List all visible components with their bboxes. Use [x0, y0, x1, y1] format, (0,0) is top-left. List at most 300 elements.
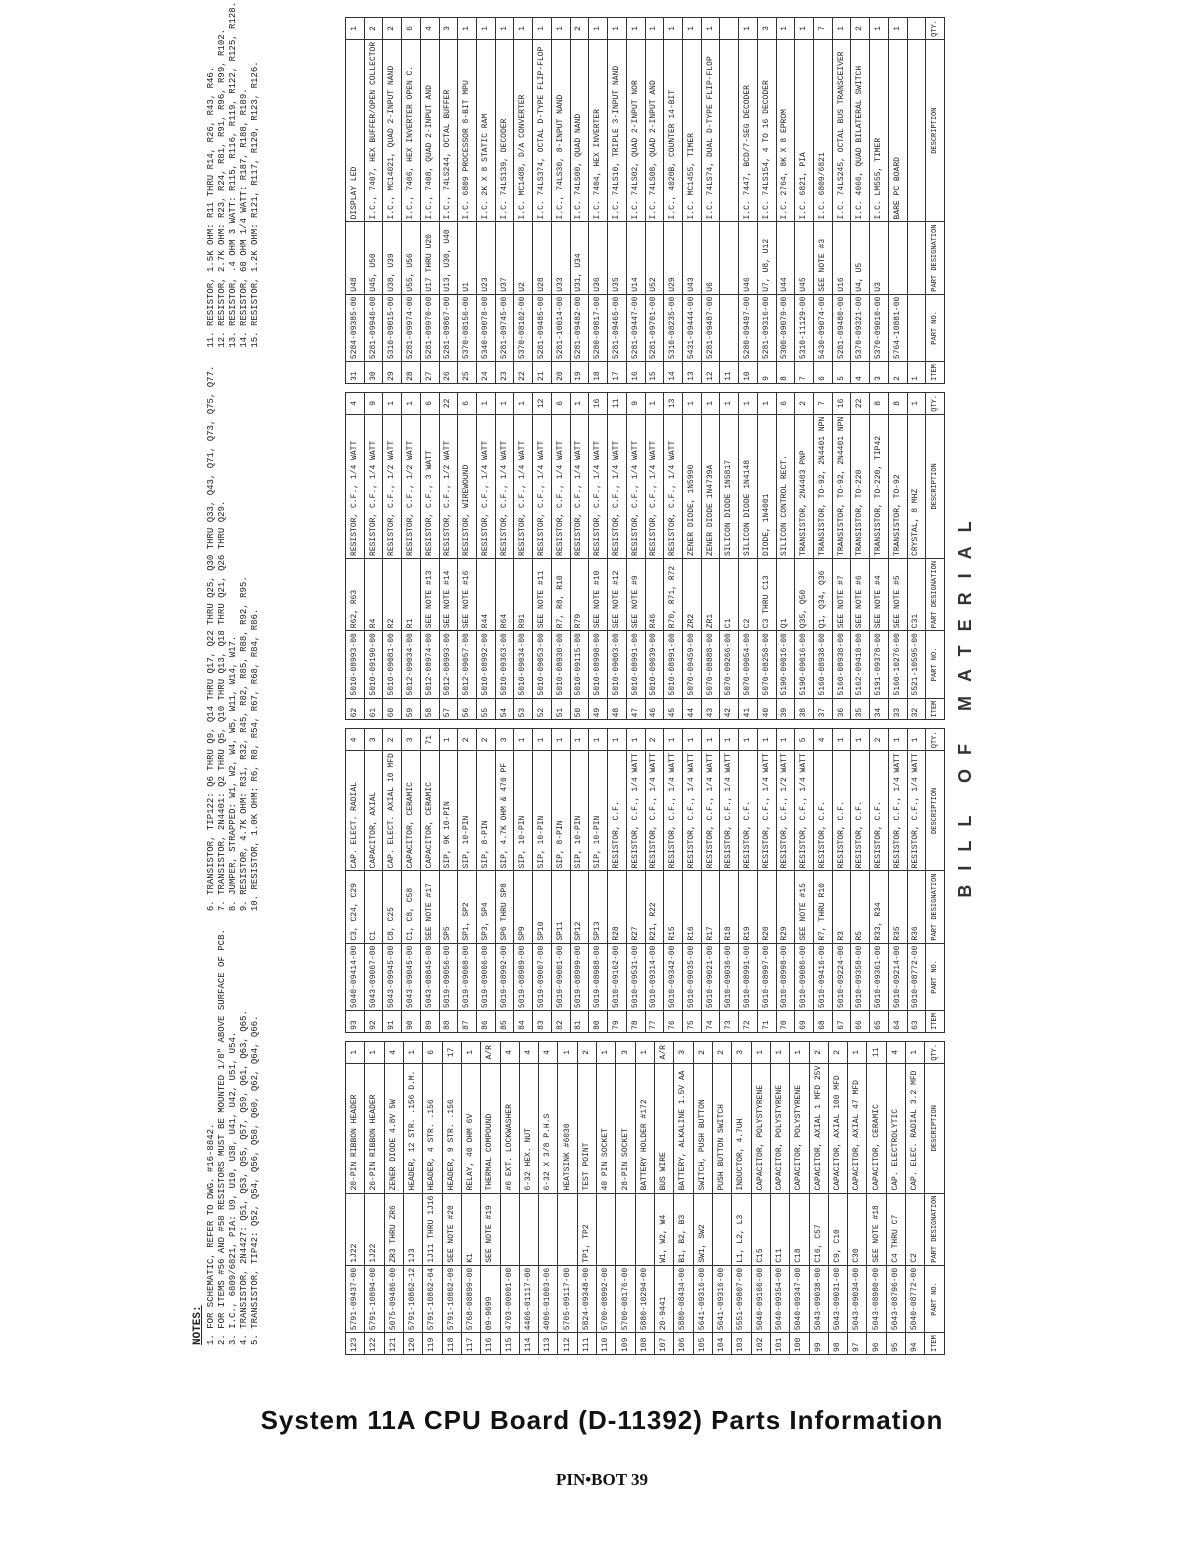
part-number-cell: 5010-09039-00: [645, 631, 664, 698]
item-cell: 82: [551, 1011, 570, 1033]
item-cell: 106: [674, 1333, 693, 1355]
quantity-cell: 1: [402, 392, 421, 414]
designation-cell: U23: [477, 222, 496, 294]
part-number-cell: 5070-09054-00: [739, 631, 758, 698]
note-item: 14. RESISTOR, 68 OHM 1/4 WATT: R187, R188, R189.: [239, 88, 249, 348]
table-row: [570, 392, 589, 720]
table-row: [403, 1041, 422, 1354]
part-number-cell: 5043-09945-00: [383, 943, 402, 1010]
table-row: [495, 729, 514, 1032]
quantity-cell: 1: [832, 729, 851, 751]
description-cell: RESISTOR, C.F., 3 WATT: [420, 414, 439, 558]
quantity-cell: 1: [701, 729, 720, 751]
designation-cell: SEE NOTE #7: [832, 558, 851, 630]
designation-cell: SP5: [439, 871, 458, 943]
item-cell: 97: [848, 1333, 867, 1355]
note-item: 6. TRANSISTOR, TIP122: Q6 THRU Q9, Q14 THRU Q17, Q22 THRU Q25, Q30 THRU Q33, Q43, Q71, Q73, Q75, Q77.: [206, 365, 216, 912]
part-number-cell: 5043-09045-00: [402, 943, 421, 1010]
designation-cell: U46: [739, 222, 758, 294]
quantity-cell: 1: [776, 18, 795, 40]
table-row: [570, 18, 589, 384]
designation-cell: U1: [458, 222, 477, 294]
part-number-cell: 5430-09074-00: [813, 294, 832, 361]
description-cell: CAPACITOR, AXIAL 47 MFD: [848, 1063, 867, 1193]
item-cell: 74: [701, 1011, 720, 1033]
item-cell: 93: [346, 1011, 365, 1033]
item-cell: 41: [739, 698, 758, 720]
item-cell: 91: [383, 1011, 402, 1033]
item-cell: 65: [870, 1011, 889, 1033]
description-cell: 26-PIN RIBBON HEADER: [365, 1063, 384, 1193]
item-cell: 108: [635, 1333, 654, 1355]
designation-cell: R27: [626, 871, 645, 943]
designation-cell: SEE NOTE #12: [608, 558, 627, 630]
table-row: [809, 1041, 828, 1354]
description-cell: PUSH BUTTON SWITCH: [712, 1063, 731, 1193]
part-number-cell: 5160-08938-00: [832, 631, 851, 698]
description-cell: TRANSISTOR, TO-220: [851, 414, 870, 558]
item-cell: 37: [813, 698, 832, 720]
item-cell: 34: [870, 698, 889, 720]
quantity-cell: 1: [906, 1041, 925, 1063]
description-cell: CAPACITOR, POLYSTYRENE: [790, 1063, 809, 1193]
item-cell: 29: [383, 362, 402, 384]
quantity-cell: 1: [514, 392, 533, 414]
item-cell: 94: [906, 1333, 925, 1355]
description-cell: CAP. ELEC. RADIAL 3.2 MFD: [906, 1063, 925, 1193]
description-cell: I.C. 4066, QUAD BILATERAL SWITCH: [851, 39, 870, 222]
item-cell: 1: [907, 362, 926, 384]
designation-cell: SEE NOTE #14: [439, 558, 458, 630]
designation-cell: SEE NOTE #16: [458, 558, 477, 630]
part-number-cell: 5010-08930-00: [551, 631, 570, 698]
table-row: [813, 18, 832, 384]
item-cell: 109: [616, 1333, 635, 1355]
description-cell: INDUCTOR, 4.7UH: [732, 1063, 751, 1193]
item-cell: 115: [500, 1333, 519, 1355]
description-cell: SIP, 9K 10-PIN: [439, 751, 458, 871]
item-cell: 95: [886, 1333, 905, 1355]
header-description: DESCRIPTION: [925, 1063, 945, 1193]
header-part-no: PART NO.: [926, 294, 945, 361]
description-cell: I.C. 74LS74, DUAL D-TYPE FLIP-FLOP: [701, 39, 720, 222]
item-cell: 30: [364, 362, 383, 384]
item-cell: 61: [364, 698, 383, 720]
part-number-cell: 5551-09807-00: [732, 1265, 751, 1332]
part-number-cell: 5191-09378-00: [870, 631, 889, 698]
table-row: [776, 392, 795, 720]
quantity-cell: 6: [420, 392, 439, 414]
description-cell: RESISTOR, C.F., 1/4 WATT: [701, 751, 720, 871]
part-number-cell: 5019-09008-00: [458, 943, 477, 1010]
part-number-cell: 09-9699: [481, 1265, 500, 1332]
part-number-cell: 5043-08796-00: [886, 1265, 905, 1332]
table-header-row: [926, 729, 945, 1032]
header-qty: QTY.: [925, 1041, 945, 1063]
designation-cell: U3: [870, 222, 889, 294]
part-number-cell: 5043-08980-00: [867, 1265, 886, 1332]
item-cell: 51: [551, 698, 570, 720]
item-cell: 85: [495, 1011, 514, 1033]
quantity-cell: 1: [514, 729, 533, 751]
table-row: [795, 18, 814, 384]
designation-cell: U2: [514, 222, 533, 294]
table-row: [674, 1041, 693, 1354]
item-cell: 31: [346, 362, 365, 384]
item-cell: 98: [828, 1333, 847, 1355]
quantity-cell: 4: [813, 729, 832, 751]
table-row: [533, 18, 552, 384]
quantity-cell: 1: [682, 729, 701, 751]
table-row: [693, 1041, 712, 1354]
part-number-cell: 4703-00001-00: [500, 1265, 519, 1332]
part-number-cell: 5040-09414-00: [346, 943, 365, 1010]
part-number-cell: 5641-09316-00: [693, 1265, 712, 1332]
item-cell: 46: [645, 698, 664, 720]
part-number-cell: 5791-10862-12: [403, 1265, 422, 1332]
quantity-cell: 1: [608, 18, 627, 40]
part-number-cell: 5281-09447-00: [626, 294, 645, 361]
designation-cell: SP12: [570, 871, 589, 943]
quantity-cell: 1: [597, 1041, 616, 1063]
item-cell: 84: [514, 1011, 533, 1033]
table-row: [533, 729, 552, 1032]
quantity-cell: 1: [346, 18, 365, 40]
designation-cell: C1, C8, C58: [402, 871, 421, 943]
item-cell: 7: [795, 362, 814, 384]
designation-cell: U35: [608, 222, 627, 294]
table-row: [364, 18, 383, 384]
designation-cell: SP1, SP2: [458, 871, 477, 943]
designation-cell: K1: [461, 1193, 480, 1265]
description-cell: SIP, 10-PIN: [458, 751, 477, 871]
part-number-cell: 20-9441: [655, 1265, 674, 1332]
table-row: [739, 729, 758, 1032]
table-row: [906, 1041, 925, 1354]
designation-cell: C3, C24, C29: [346, 871, 365, 943]
quantity-cell: 4: [886, 1041, 905, 1063]
table-row: [383, 18, 402, 384]
table-row: [589, 18, 608, 384]
designation-cell: C1: [720, 558, 739, 630]
header-description: DESCRIPTION: [926, 39, 945, 222]
quantity-cell: 1: [751, 1041, 770, 1063]
part-number-cell: 5010-09342-00: [664, 943, 683, 1010]
quantity-cell: 4: [384, 1041, 403, 1063]
part-number-cell: 5012-09057-00: [458, 631, 477, 698]
part-number-cell: 5043-08845-00: [420, 943, 439, 1010]
part-number-cell: 5070-09459-00: [682, 631, 701, 698]
part-number-cell: 5310-11129-00: [795, 294, 814, 361]
designation-cell: TP1, TP2: [577, 1193, 596, 1265]
quantity-cell: 71: [420, 729, 439, 751]
table-row: [383, 729, 402, 1032]
designation-cell: R79: [570, 558, 589, 630]
part-number-cell: 5012-08974-00: [420, 631, 439, 698]
description-cell: I.C., 4020B, COUNTER 14-BIT: [664, 39, 683, 222]
parts-tables: [345, 20, 945, 1355]
quantity-cell: 16: [589, 392, 608, 414]
description-cell: RESISTOR, C.F., 1/4 WATT: [795, 751, 814, 871]
part-number-cell: 5010-09363-00: [495, 631, 514, 698]
description-cell: CAPACITOR, AXIAL 100 MFD: [828, 1063, 847, 1193]
quantity-cell: 1: [570, 392, 589, 414]
table-row: [364, 392, 383, 720]
designation-cell: C11: [770, 1193, 789, 1265]
part-number-cell: 5010-09361-00: [870, 943, 889, 1010]
item-cell: 19: [570, 362, 589, 384]
quantity-cell: 4: [420, 18, 439, 40]
quantity-cell: 11: [867, 1041, 886, 1063]
designation-cell: R7, THRU R10: [813, 871, 832, 943]
table-row: [514, 729, 533, 1032]
header-part-no: PART NO.: [925, 1265, 945, 1332]
designation-cell: R20: [757, 871, 776, 943]
quantity-cell: 1: [495, 392, 514, 414]
part-number-cell: 5010-08991-00: [664, 631, 683, 698]
description-cell: I.C., MC14021, QUAD 2-INPUT NAND: [383, 39, 402, 222]
quantity-cell: 1: [365, 1041, 384, 1063]
part-number-cell: 5070-08888-00: [701, 631, 720, 698]
part-number-cell: 5010-09086-00: [795, 943, 814, 1010]
header-qty: QTY.: [926, 18, 945, 40]
designation-cell: C31: [907, 558, 926, 630]
table-row: [439, 392, 458, 720]
table-row: [551, 729, 570, 1032]
part-number-cell: 5019-09001-00: [551, 943, 570, 1010]
table-row: [346, 392, 365, 720]
item-cell: 20: [551, 362, 570, 384]
description-cell: #6 EXT. LOCKWASHER: [500, 1063, 519, 1193]
table-row: [870, 392, 889, 720]
description-cell: SIP, 10-PIN: [570, 751, 589, 871]
table-row: [589, 392, 608, 720]
item-cell: 22: [514, 362, 533, 384]
description-cell: 6-32 HEX. NUT: [519, 1063, 538, 1193]
description-cell: RESISTOR, C.F., 1/4 WATT: [495, 414, 514, 558]
description-cell: RELAY, 40 OHM 6V: [461, 1063, 480, 1193]
quantity-cell: 1: [589, 729, 608, 751]
item-cell: 122: [365, 1333, 384, 1355]
description-cell: RESISTOR, C.F., 1/4 WATT: [645, 751, 664, 871]
designation-cell: [907, 222, 926, 294]
table-row: [655, 1041, 674, 1354]
quantity-cell: 1: [346, 1041, 365, 1063]
item-cell: 57: [439, 698, 458, 720]
note-item: 10. RESISTOR, 1.0K OHM: R6, R8, R54, R67, R68, R84, R86.: [250, 608, 260, 912]
table-row: [384, 1041, 403, 1354]
item-cell: 45: [664, 698, 683, 720]
table-row: [832, 392, 851, 720]
part-number-cell: 5284-09385-00: [346, 294, 365, 361]
quantity-cell: [720, 18, 739, 40]
part-number-cell: 5010-08991-00: [626, 631, 645, 698]
item-cell: 107: [655, 1333, 674, 1355]
description-cell: DISPLAY LED: [346, 39, 365, 222]
quantity-cell: 12: [533, 392, 552, 414]
part-number-cell: 5019-08989-00: [514, 943, 533, 1010]
designation-cell: R19: [739, 871, 758, 943]
item-cell: 33: [888, 698, 907, 720]
part-number-cell: 5043-09034-00: [848, 1265, 867, 1332]
designation-cell: R33, R34: [870, 871, 889, 943]
table-row: [365, 1041, 384, 1354]
table-row: [732, 1041, 751, 1354]
designation-cell: ZR3 THRU ZR6: [384, 1193, 403, 1265]
description-cell: [720, 39, 739, 222]
table-row: [439, 729, 458, 1032]
table-row: [551, 392, 570, 720]
designation-cell: C9, C10: [828, 1193, 847, 1265]
note-item: 9. RESISTOR, 4.7K OHM: R31, R32, R45, R82, R85, R88, R92, R95.: [239, 576, 249, 912]
part-number-cell: 5281-09970-00: [420, 294, 439, 361]
description-cell: RESISTOR, C.F., 1/4 WATT: [626, 414, 645, 558]
part-number-cell: 5281-09482-00: [570, 294, 589, 361]
description-cell: I.C., 7408, QUAD 2-INPUT AND: [420, 39, 439, 222]
designation-cell: U6: [701, 222, 720, 294]
designation-cell: 1J11 THRU 1J16: [423, 1193, 442, 1265]
parts-table: [345, 728, 945, 1032]
part-number-cell: 5190-09016-00: [795, 631, 814, 698]
description-cell: CAPACITOR, CERAMIC: [420, 751, 439, 871]
table-row: [888, 392, 907, 720]
description-cell: 6-32 X 3/8 P.H.S: [539, 1063, 558, 1193]
designation-cell: B1, B2, B3: [674, 1193, 693, 1265]
designation-cell: Q1, Q34, Q36: [813, 558, 832, 630]
designation-cell: SP3, SP4: [477, 871, 496, 943]
table-row: [664, 729, 683, 1032]
header-item: ITEM: [925, 1333, 945, 1355]
quantity-cell: 1: [795, 18, 814, 40]
item-cell: 77: [645, 1011, 664, 1033]
part-number-cell: 5010-09034-00: [514, 631, 533, 698]
designation-cell: [888, 222, 907, 294]
part-number-cell: 4406-01117-00: [519, 1265, 538, 1332]
description-cell: I.C. 74LS245, OCTAL BUS TRANSCEIVER: [832, 39, 851, 222]
description-cell: HEATSINK #6030: [558, 1063, 577, 1193]
description-cell: I.C. 74LS374, OCTAL D-TYPE FLIP-FLOP: [533, 39, 552, 222]
item-cell: 64: [888, 1011, 907, 1033]
part-number-cell: 5162-09418-00: [851, 631, 870, 698]
table-row: [458, 729, 477, 1032]
table-row: [720, 392, 739, 720]
quantity-cell: 1: [770, 1041, 789, 1063]
part-number-cell: 5340-09078-00: [477, 294, 496, 361]
description-cell: I.C. MC1408, D/A CONVERTER: [514, 39, 533, 222]
description-cell: SIP, 10-PIN: [533, 751, 552, 871]
designation-cell: U55, U56: [402, 222, 421, 294]
quantity-cell: 1: [739, 729, 758, 751]
quantity-cell: 22: [851, 392, 870, 414]
part-number-cell: 5764-10881-00: [888, 294, 907, 361]
part-number-cell: 5010-09081-00: [383, 631, 402, 698]
description-cell: SILICON CONTROL RECT.: [776, 414, 795, 558]
description-cell: RESISTOR, C.F., 1/4 WATT: [570, 414, 589, 558]
designation-cell: 1J3: [403, 1193, 422, 1265]
item-cell: 123: [346, 1333, 365, 1355]
designation-cell: SEE NOTE #13: [420, 558, 439, 630]
designation-cell: R44: [477, 558, 496, 630]
quantity-cell: 2: [477, 729, 496, 751]
quantity-cell: 1: [757, 392, 776, 414]
item-cell: 15: [645, 362, 664, 384]
description-cell: I.C. 6821, PIA: [795, 39, 814, 222]
part-number-cell: 5019-08988-00: [589, 943, 608, 1010]
quantity-cell: 1: [664, 18, 683, 40]
description-cell: I.C. 74LS00, QUAD NAND: [570, 39, 589, 222]
quantity-cell: 2: [570, 18, 589, 40]
quantity-cell: 13: [664, 392, 683, 414]
description-cell: TRANSISTOR, TO-92: [888, 414, 907, 558]
part-number-cell: 5281-09701-00: [645, 294, 664, 361]
description-cell: 40 PIN SOCKET: [597, 1063, 616, 1193]
designation-cell: SEE NOTE #15: [795, 871, 814, 943]
item-cell: 32: [907, 698, 926, 720]
quantity-cell: 1: [790, 1041, 809, 1063]
item-cell: 40: [757, 698, 776, 720]
description-cell: THERMAL COMPOUND: [481, 1063, 500, 1193]
quantity-cell: [907, 18, 926, 40]
quantity-cell: 1: [720, 392, 739, 414]
part-number-cell: 5700-08176-00: [616, 1265, 635, 1332]
item-cell: 89: [420, 1011, 439, 1033]
quantity-cell: 1: [589, 18, 608, 40]
quantity-cell: 1: [458, 18, 477, 40]
table-row: [461, 1041, 480, 1354]
quantity-cell: 6: [402, 18, 421, 40]
description-cell: SIP, 10-PIN: [514, 751, 533, 871]
quantity-cell: 1: [383, 392, 402, 414]
description-cell: TRANSISTOR, TO-220, TIP42: [870, 414, 889, 558]
table-row: [832, 729, 851, 1032]
table-row: [626, 392, 645, 720]
designation-cell: U33: [551, 222, 570, 294]
table-row: [701, 729, 720, 1032]
table-row: [907, 729, 926, 1032]
quantity-cell: 2: [383, 18, 402, 40]
part-number-cell: 5281-09867-00: [439, 294, 458, 361]
designation-cell: Q35, Q50: [795, 558, 814, 630]
part-number-cell: 5010-08992-00: [477, 631, 496, 698]
quantity-cell: 8: [870, 392, 889, 414]
description-cell: RESISTOR, C.F.: [832, 751, 851, 871]
item-cell: 49: [589, 698, 608, 720]
description-cell: RESISTOR, C.F., 1/2 WATT: [383, 414, 402, 558]
header-designation: PART DESIGNATION: [926, 871, 945, 943]
item-cell: 43: [701, 698, 720, 720]
page-footer: PIN•BOT 39: [555, 1470, 649, 1489]
part-number-cell: 5281-09465-00: [608, 294, 627, 361]
designation-cell: C3 THRU C13: [757, 558, 776, 630]
item-cell: 110: [597, 1333, 616, 1355]
part-number-cell: 5040-09166-00: [751, 1265, 770, 1332]
part-number-cell: 5010-09162-00: [608, 943, 627, 1010]
table-header-row: [925, 1041, 945, 1354]
bill-of-material-title: BILL OF MATERIAL: [955, 507, 975, 898]
part-number-cell: 5040-09347-00: [790, 1265, 809, 1332]
item-cell: 119: [423, 1333, 442, 1355]
quantity-cell: 1: [439, 729, 458, 751]
description-cell: CAPACITOR, AXIAL: [364, 751, 383, 871]
designation-cell: SEE NOTE #17: [420, 871, 439, 943]
item-cell: 67: [832, 1011, 851, 1033]
table-row: [458, 392, 477, 720]
header-description: DESCRIPTION: [926, 751, 945, 871]
header-designation: PART DESIGNATION: [925, 1193, 945, 1265]
quantity-cell: 1: [720, 729, 739, 751]
description-cell: I.C. 6809 PROCESSOR 8-BIT MPU: [458, 39, 477, 222]
designation-cell: SEE NOTE #18: [867, 1193, 886, 1265]
